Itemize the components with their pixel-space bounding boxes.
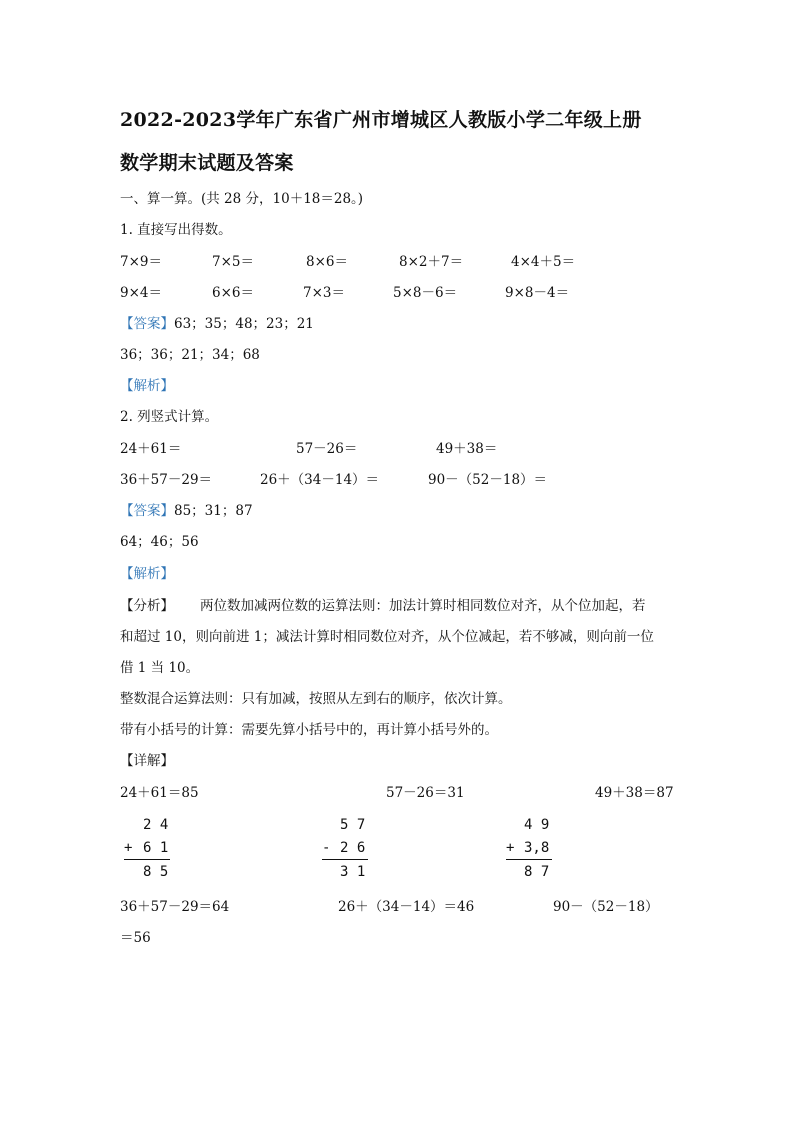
q2-expr: 24＋61＝ bbox=[120, 441, 182, 457]
vertical-2-result: 3 1 bbox=[340, 864, 366, 880]
vertical-3-top: 4 9 bbox=[524, 817, 550, 833]
vertical-1-operator: + bbox=[124, 840, 133, 856]
detail-result: 24＋61＝85 bbox=[120, 785, 199, 801]
question-2-label: 2. 列竖式计算。 bbox=[120, 409, 219, 425]
vertical-2-operator: - bbox=[322, 840, 331, 856]
vertical-3-rule bbox=[506, 859, 552, 860]
detail-result: 36＋57－29＝64 bbox=[120, 899, 230, 915]
q1-answer bbox=[120, 312, 314, 332]
detail-result: 90－（52－18） bbox=[553, 899, 659, 915]
fenxi-text: 两位数加减两位数的运算法则：加法计算时相同数位对齐，从个位加起，若 bbox=[200, 598, 646, 614]
vertical-2-bottom: 2 6 bbox=[340, 840, 366, 856]
answer-tag: 【答案】 bbox=[120, 503, 174, 519]
question-1-label: 1. 直接写出得数。 bbox=[120, 222, 232, 238]
fenxi-tag: 【分析】 bbox=[120, 598, 174, 614]
q2-expr: 57－26＝ bbox=[296, 441, 358, 457]
page-title-line-2: 数学期末试题及答案 bbox=[120, 152, 294, 174]
vertical-1-top: 2 4 bbox=[143, 817, 169, 833]
q1-expr: 7×5＝ bbox=[212, 254, 254, 270]
page-title-line-1: 2022-2023学年广东省广州市增城区人教版小学二年级上册 bbox=[120, 109, 642, 131]
q1-expr: 7×9＝ bbox=[120, 254, 162, 270]
q1-expr: 4×4＋5＝ bbox=[511, 254, 576, 270]
q2-expr: 36＋57－29＝ bbox=[120, 472, 213, 488]
vertical-3-result: 8 7 bbox=[524, 864, 550, 880]
answer-tag: 【答案】 bbox=[120, 316, 174, 332]
q1-expr: 9×8－4＝ bbox=[505, 285, 570, 301]
detail-result: 57－26＝31 bbox=[386, 785, 465, 801]
q1-expr: 8×2＋7＝ bbox=[399, 254, 464, 270]
fenxi-paragraph-line-3: 借 1 当 10。 bbox=[120, 660, 200, 676]
detail-result: 49＋38＝87 bbox=[595, 785, 674, 801]
answer-text: 85；31；87 bbox=[174, 503, 253, 519]
detail-tag: 【详解】 bbox=[120, 753, 174, 769]
rule-parentheses: 带有小括号的计算：需要先算小括号中的，再计算小括号外的。 bbox=[120, 722, 498, 738]
q2-answer bbox=[120, 499, 253, 519]
vertical-2-top: 5 7 bbox=[340, 817, 366, 833]
detail-result: 26＋（34－14）＝46 bbox=[338, 899, 475, 915]
q1-expr: 7×3＝ bbox=[303, 285, 345, 301]
q2-expr: 26＋（34－14）＝ bbox=[260, 472, 380, 488]
fenxi-paragraph-line-1 bbox=[120, 594, 646, 614]
q2-expr: 90－（52－18）＝ bbox=[428, 472, 548, 488]
vertical-1-result: 8 5 bbox=[143, 864, 169, 880]
q1-expr: 9×4＝ bbox=[120, 285, 162, 301]
q1-expr: 5×8－6＝ bbox=[393, 285, 458, 301]
detail-result-wrap: ＝56 bbox=[120, 930, 151, 946]
q2-expr: 49＋38＝ bbox=[436, 441, 498, 457]
fenxi-paragraph-line-2: 和超过 10，则向前进 1；减法计算时相同数位对齐，从个位减起，若不够减，则向前一位 bbox=[120, 629, 654, 645]
answer-text: 63；35；48；23；21 bbox=[174, 316, 314, 332]
vertical-1-bottom: 6 1 bbox=[143, 840, 169, 856]
q2-answer-line-2: 64；46；56 bbox=[120, 534, 199, 550]
vertical-1-rule bbox=[124, 859, 170, 860]
rule-mixed-operations: 整数混合运算法则：只有加减，按照从左到右的顺序，依次计算。 bbox=[120, 691, 512, 707]
vertical-2-rule bbox=[322, 859, 368, 860]
vertical-3-operator: + bbox=[506, 840, 515, 856]
section-heading: 一、算一算。(共 28 分，10＋18＝28。) bbox=[120, 191, 364, 207]
vertical-3-bottom: 3,8 bbox=[524, 840, 550, 856]
q1-expr: 8×6＝ bbox=[306, 254, 348, 270]
q1-expr: 6×6＝ bbox=[212, 285, 254, 301]
q1-analysis-tag: 【解析】 bbox=[120, 378, 174, 394]
q1-answer-line-2: 36；36；21；34；68 bbox=[120, 347, 260, 363]
q2-analysis-tag: 【解析】 bbox=[120, 566, 174, 582]
